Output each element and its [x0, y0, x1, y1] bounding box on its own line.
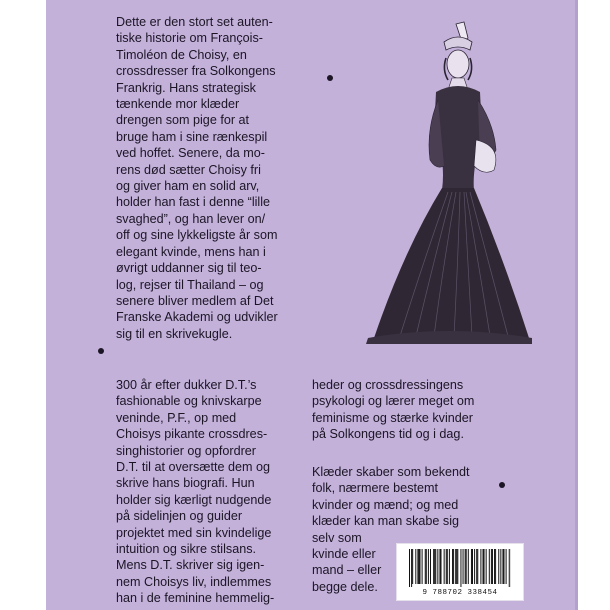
barcode-bar	[418, 549, 419, 584]
barcode-bar	[500, 549, 501, 584]
cover-edge	[575, 0, 578, 610]
barcode-bar	[425, 549, 426, 584]
barcode-bar	[491, 549, 492, 584]
right-column-paragraph-2: Klæder skaber som bekendt folk, nærmere bestemt kvinder og mænd; og med klæder kan man skabe sig selv som kvinde eller mand – eller begge dele.	[312, 465, 470, 594]
intro-paragraph: Dette er den stort set auten- tiske historie om François- Timoléon de Choisy, en crossdresser fra Solkongens Frankrig. Hans strategisk tænkende mor klæder drengen som pige for at bruge ham i sine rænkespil ved hoffet. Senere, da mo- rens død sætter Choisy fri og giver ham en solid arv, holder han fast i denne “lille svaghed”, og han lever on/ off og sine lykkeligste år som elegant kvinde, mens han i øvrigt uddanner sig til teo- log, rejser til Thailand – og senere bliver medlem af Det Franske Akademi og udvikler sig til en skrivekugle.	[116, 15, 278, 341]
barcode-bar	[439, 549, 440, 584]
barcode-bar	[452, 549, 453, 584]
barcode-bar	[463, 549, 464, 584]
barcode-bar	[477, 549, 478, 584]
barcode-bar	[417, 549, 418, 584]
barcode-bar	[456, 549, 457, 584]
right-column-paragraph-1: heder og crossdressingens psykologi og lærer meget om feminisme og stærke kvinder på Solkongens tid og i dag.	[312, 378, 475, 442]
decorative-dot	[98, 348, 104, 354]
barcode-bar	[447, 549, 448, 584]
barcode-bar	[504, 549, 505, 584]
barcode-bar	[506, 549, 507, 584]
barcode-bar	[411, 549, 412, 587]
barcode-bar	[495, 549, 496, 584]
barcode-bar	[453, 549, 454, 584]
barcode-bar	[476, 549, 477, 584]
barcode-bar	[509, 549, 510, 587]
barcode-bar	[434, 549, 435, 584]
barcode-bar	[412, 549, 413, 584]
barcode-bar	[468, 549, 469, 584]
barcode-bar	[502, 549, 503, 584]
barcode-bar	[460, 549, 461, 587]
barcode-bar	[435, 549, 436, 584]
barcode-bar	[441, 549, 442, 584]
barcode-bar	[428, 549, 429, 584]
barcode-bar	[422, 549, 423, 584]
barcode-bar	[420, 549, 421, 584]
barcode-bars	[409, 549, 511, 587]
left-column-paragraph: 300 år efter dukker D.T.’s fashionable og knivskarpe veninde, P.F., op med Choisys pikante crossdres- singhistorier og opfordrer D.T. til at oversætte dem og skrive hans biografi. Hun holder sig kærligt nudgende på sidelinjen og guider projektet med sin kvindelige intuition og sikre stilsans. Mens D.T. skriver sig igen- nem Choisys liv, indlemmes han i de feminine hemmelig-	[116, 378, 275, 606]
barcode-bar	[489, 549, 490, 584]
barcode-number: 9 788702 338454	[422, 589, 498, 597]
barcode-bar	[455, 549, 456, 584]
decorative-dot	[327, 75, 333, 81]
isbn-barcode	[396, 543, 524, 601]
barcode-bar	[486, 549, 487, 584]
barcode-bar	[494, 549, 495, 584]
barcode-bar	[426, 549, 427, 584]
barcode-bar	[444, 549, 445, 584]
barcode-bar	[484, 549, 485, 584]
book-back-cover	[46, 0, 578, 610]
barcode-bar	[449, 549, 450, 584]
barcode-bar	[472, 549, 473, 584]
barcode-bar	[471, 549, 472, 584]
barcode-bar	[474, 549, 475, 584]
barcode-bar	[457, 549, 458, 584]
barcode-bar	[437, 549, 438, 584]
barcode-bar	[430, 549, 431, 584]
barcode-bar	[483, 549, 484, 584]
barcode-bar	[492, 549, 493, 584]
barcode-bar	[498, 549, 499, 584]
barcode-bar	[433, 549, 434, 584]
engraving-illustration	[364, 20, 534, 345]
barcode-bar	[415, 549, 416, 584]
barcode-bar	[465, 549, 466, 584]
barcode-bar	[480, 549, 481, 584]
barcode-bar	[409, 549, 410, 587]
barcode-bar	[446, 549, 447, 584]
barcode-bar	[466, 549, 467, 584]
